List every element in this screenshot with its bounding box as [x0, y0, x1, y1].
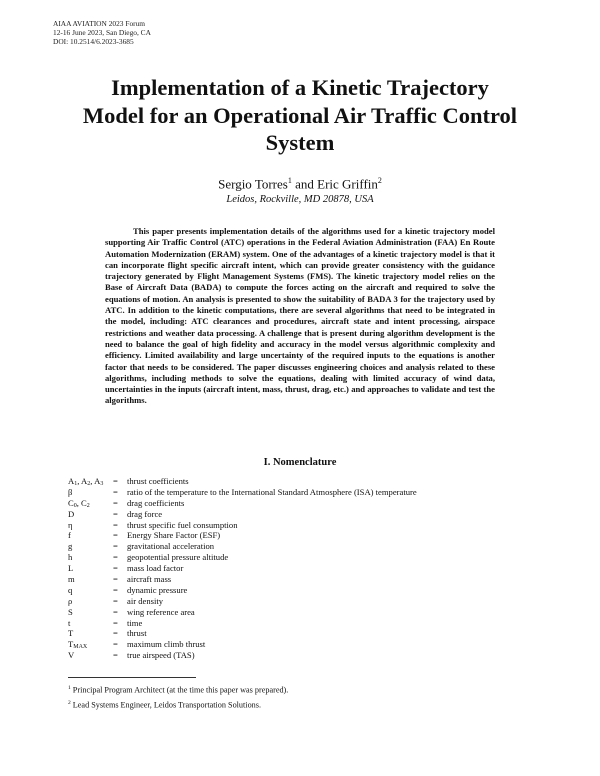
footnote-text: Lead Systems Engineer, Leidos Transportation Solutions. [70, 700, 261, 710]
nomenclature-definition: maximum climb thrust [127, 639, 206, 650]
nomenclature-symbol: T [68, 628, 74, 639]
author-name: Sergio Torres [218, 176, 288, 192]
conference-dates: 12-16 June 2023, San Diego, CA [53, 28, 151, 37]
nomenclature-definition: ratio of the temperature to the International Standard Atmosphere (ISA) temperature [127, 486, 417, 497]
nomenclature-symbol: β [68, 486, 73, 497]
title-line: Implementation of a Kinetic Trajectory [111, 75, 489, 100]
nomenclature-equals: = [113, 552, 118, 563]
nomenclature-symbol: f [68, 530, 71, 541]
author-line [0, 176, 600, 192]
nomenclature-equals: = [113, 530, 118, 541]
footnote-divider [68, 677, 196, 678]
nomenclature-symbol: S [68, 606, 73, 617]
nomenclature-definition: drag coefficients [127, 497, 185, 508]
nomenclature-symbol: $T_{MAX}$ [68, 639, 88, 651]
nomenclature-symbol: η [68, 519, 73, 530]
doi: DOI: 10.2514/6.2023-3685 [53, 37, 134, 46]
nomenclature-definition: mass load factor [127, 563, 184, 574]
nomenclature-equals: = [113, 595, 118, 606]
nomenclature-equals: = [113, 574, 118, 585]
nomenclature-definition: drag force [127, 508, 163, 519]
nomenclature-symbol: L [68, 563, 74, 574]
nomenclature-equals: = [113, 584, 118, 595]
nomenclature-definition: air density [127, 595, 164, 606]
nomenclature-definition: time [127, 617, 143, 628]
nomenclature-equals: = [113, 508, 118, 519]
nomenclature-definition: thrust coefficients [127, 476, 189, 486]
nomenclature-definition: thrust specific fuel consumption [127, 519, 238, 530]
nomenclature-equals: = [113, 519, 118, 530]
title-line: System [265, 130, 335, 155]
footnote [68, 682, 288, 697]
footnote-mark: 1 [287, 176, 292, 185]
nomenclature-symbol: V [68, 650, 75, 661]
nomenclature-symbol: h [68, 552, 73, 563]
footnote-mark: 2 [68, 699, 71, 706]
abstract: This paper presents implementation details of the algorithms used for a kinetic trajectory model supporting Air Traffic Control (ATC) operations in the Federal Aviation Administration (FAA) En Route Automation Modernization (ERAM) system. One of the advantages of a kinetic trajectory model is that it can incorporate flight specific aircraft intent, which can provide greater consistency with the guidance trajectory generated by Flight Management Systems (FMS). The kinetic trajectory model relies on the Base of Aircraft Data (BADA) to compute the forces acting on the aircraft and required to solve the equations of motion. An analysis is presented to show the suitability of BADA 3 for the trajectory used by ATC. In addition to the kinetic computations, there are several algorithms that need to be integrated in the model, including: ATC clearances and procedures, aircraft state and intent processing, airspace restrictions and weather data processing. A challenge that is present during algorithm development is the need to balance the goal of high fidelity and accuracy in the model versus algorithmic complexity and efficiency. Limited availability and large uncertainty of the required inputs to the equations is another factor that needs to be considered. The paper discusses engineering choices and analysis related to these algorithms, including methods to solve the equations, dealing with limited accuracy of wind data, uncertainties in the inputs (aircraft intent, mass, thrust, drag, etc.) and approaches to validate and test the algorithms. [105, 226, 495, 406]
footnote-mark: 1 [68, 685, 71, 691]
nomenclature-symbol: m [68, 574, 75, 585]
title-line: Model for an Operational Air Traffic Control [82, 102, 518, 128]
footnote [68, 697, 288, 712]
nomenclature-equals: = [113, 476, 118, 486]
section-heading: I. Nomenclature [263, 457, 337, 468]
nomenclature-symbol: $C_0$, $C_2$ [68, 497, 90, 509]
author-connector: and [291, 176, 318, 192]
footnote-text: Principal Program Architect (at the time this paper was prepared). [70, 685, 289, 695]
nomenclature-equals: = [113, 628, 118, 639]
nomenclature-definition: true airspeed (TAS) [127, 650, 195, 661]
nomenclature-definition: gravitational acceleration [127, 541, 215, 552]
nomenclature-definition: wing reference area [127, 606, 195, 617]
conference-header [53, 19, 151, 46]
nomenclature-equals: = [113, 541, 118, 552]
nomenclature-symbol: t [68, 617, 71, 628]
footnotes [68, 682, 288, 711]
nomenclature-equals: = [113, 639, 118, 650]
nomenclature-symbol: q [68, 584, 73, 595]
nomenclature-equals: = [113, 563, 118, 574]
nomenclature-definition: aircraft mass [127, 574, 172, 585]
nomenclature-symbol: D [68, 508, 75, 519]
affiliation: Leidos, Rockville, MD 20878, USA [226, 194, 374, 205]
nomenclature-equals: = [113, 650, 118, 661]
nomenclature-equals: = [113, 486, 118, 497]
nomenclature-equals: = [113, 606, 118, 617]
nomenclature-definition: dynamic pressure [127, 584, 188, 595]
nomenclature-equals: = [113, 617, 118, 628]
footnote-mark: 2 [377, 176, 382, 185]
author-name: Eric Griffin [317, 176, 378, 192]
nomenclature-definition: thrust [127, 628, 147, 639]
nomenclature-definition: Energy Share Factor (ESF) [127, 530, 221, 541]
nomenclature-symbol: g [68, 541, 73, 552]
nomenclature-symbol: ρ [68, 595, 73, 606]
nomenclature-equals: = [113, 497, 118, 508]
paper-title [40, 74, 560, 157]
nomenclature-symbol: $A_1$, $A_2$, $A_3$ [68, 476, 104, 487]
nomenclature-definition: geopotential pressure altitude [127, 552, 229, 563]
conference-name: AIAA AVIATION 2023 Forum [53, 19, 146, 28]
